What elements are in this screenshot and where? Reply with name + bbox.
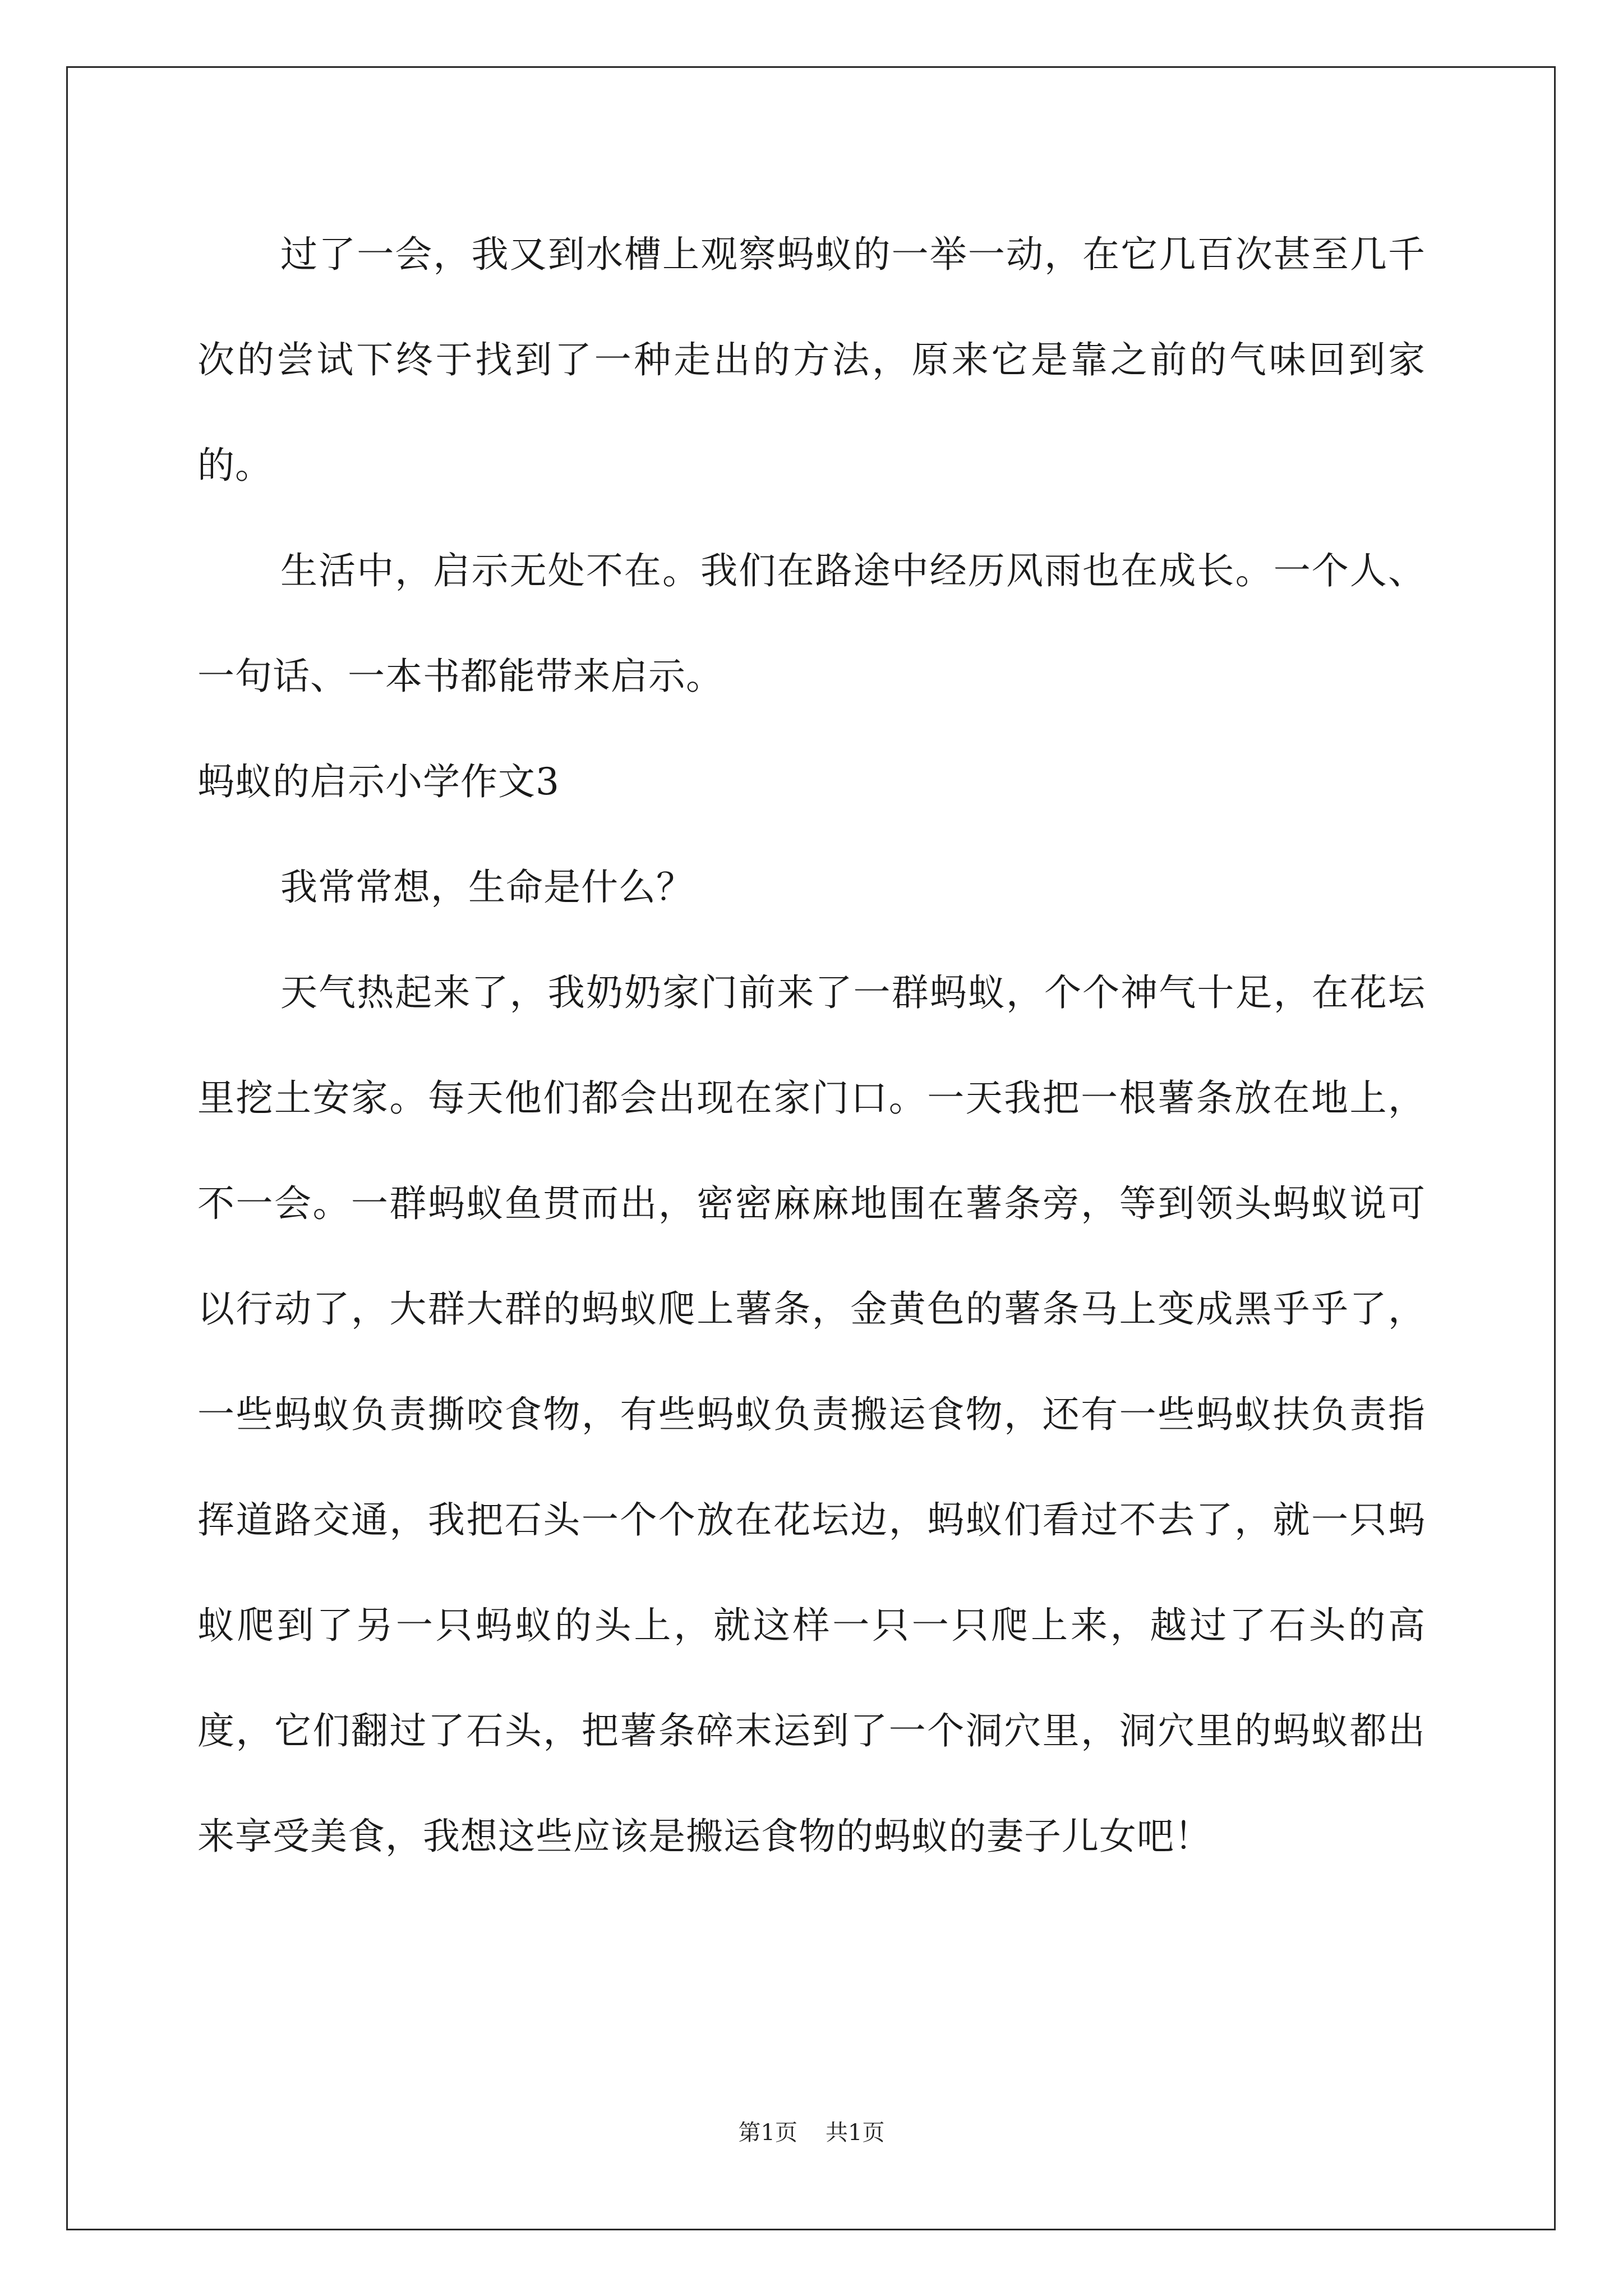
page-footer xyxy=(0,2116,1623,2150)
page-number: 第1页 xyxy=(738,2120,797,2146)
paragraph: 过了一会，我又到水槽上观察蚂蚁的一举一动，在它几百次甚至几千次的尝试下终于找到了一种走出的方法，原来它是靠之前的气味回到家的。 xyxy=(197,233,1426,487)
page-total: 共1页 xyxy=(826,2120,885,2146)
section-heading: 蚂蚁的启示小学作文3 xyxy=(197,760,560,803)
paragraph: 天气热起来了，我奶奶家门前来了一群蚂蚁，个个神气十足，在花坛里挖土安家。每天他们都会出现在家门口。一天我把一根薯条放在地上，不一会。一群蚂蚁鱼贯而出，密密麻麻地围在薯条旁，等到领头蚂蚁说可以行动了，大群大群的蚂蚁爬上薯条，金黄色的薯条马上变成黑乎乎了，一些蚂蚁负责撕咬食物，有些蚂蚁负责搬运食物，还有一些蚂蚁扶负责指挥道路交通，我把石头一个个放在花坛边，蚂蚁们看过不去了，就一只蚂蚁爬到了另一只蚂蚁的头上，就这样一只一只爬上来，越过了石头的高度，它们翻过了石头，把薯条碎末运到了一个洞穴里，洞穴里的蚂蚁都出来享受美食，我想这些应该是搬运食物的蚂蚁的妻子儿女吧！ xyxy=(197,971,1426,1858)
paragraph: 我常常想，生命是什么？ xyxy=(280,866,694,909)
paragraph: 生活中，启示无处不在。我们在路途中经历风雨也在成长。一个人、一句话、一本书都能带来启示。 xyxy=(197,549,1426,698)
document-body xyxy=(197,202,1426,1889)
